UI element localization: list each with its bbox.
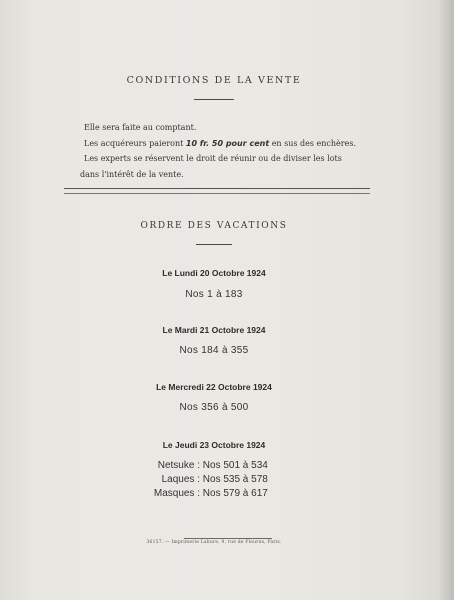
day-wednesday: Le Mercredi 22 Octobre 1924 <box>156 382 272 392</box>
lot-line-masques: Masques : Nos 579 à 617 <box>153 488 268 499</box>
schedule-underline <box>196 244 232 245</box>
conditions-title: CONDITIONS DE LA VENTE <box>126 75 302 86</box>
day-thursday: Le Jeudi 23 Octobre 1924 <box>162 440 266 450</box>
lots-monday: Nos 1 à 183 <box>185 289 243 300</box>
day-tuesday: Le Mardi 21 Octobre 1924 <box>162 325 266 335</box>
printer-imprint: 36157. — Imprimerie Lahure, 9, rue de Fleurus, Paris. <box>146 540 282 545</box>
day-monday: Le Lundi 20 Octobre 1924 <box>162 268 266 278</box>
condition-line-1: Elle sera faite au comptant. <box>84 123 197 132</box>
condition-line-2: Les acquéreurs paieront 10 fr. 50 pour cent en sus des enchères. <box>84 138 356 148</box>
lot-line-netsuke: Netsuke : Nos 501 à 534 <box>157 460 268 471</box>
footer-rule <box>184 538 272 539</box>
lots-wednesday: Nos 356 à 500 <box>179 402 249 413</box>
section-divider <box>64 188 370 194</box>
page-edge <box>440 0 454 600</box>
condition-line-4: dans l'intérêt de la vente. <box>80 169 184 179</box>
lots-tuesday: Nos 184 à 355 <box>179 345 249 356</box>
premium-rate: 10 fr. 50 pour cent <box>185 138 270 148</box>
lot-line-laques: Laques : Nos 535 à 578 <box>161 474 268 485</box>
thursday-lots <box>148 459 308 501</box>
title-underline <box>194 99 234 100</box>
conditions-text <box>80 120 370 182</box>
schedule-title: ORDRE DES VACATIONS <box>140 221 288 231</box>
condition-line-3: Les experts se réservent le droit de réunir ou de diviser les lots <box>84 154 342 163</box>
